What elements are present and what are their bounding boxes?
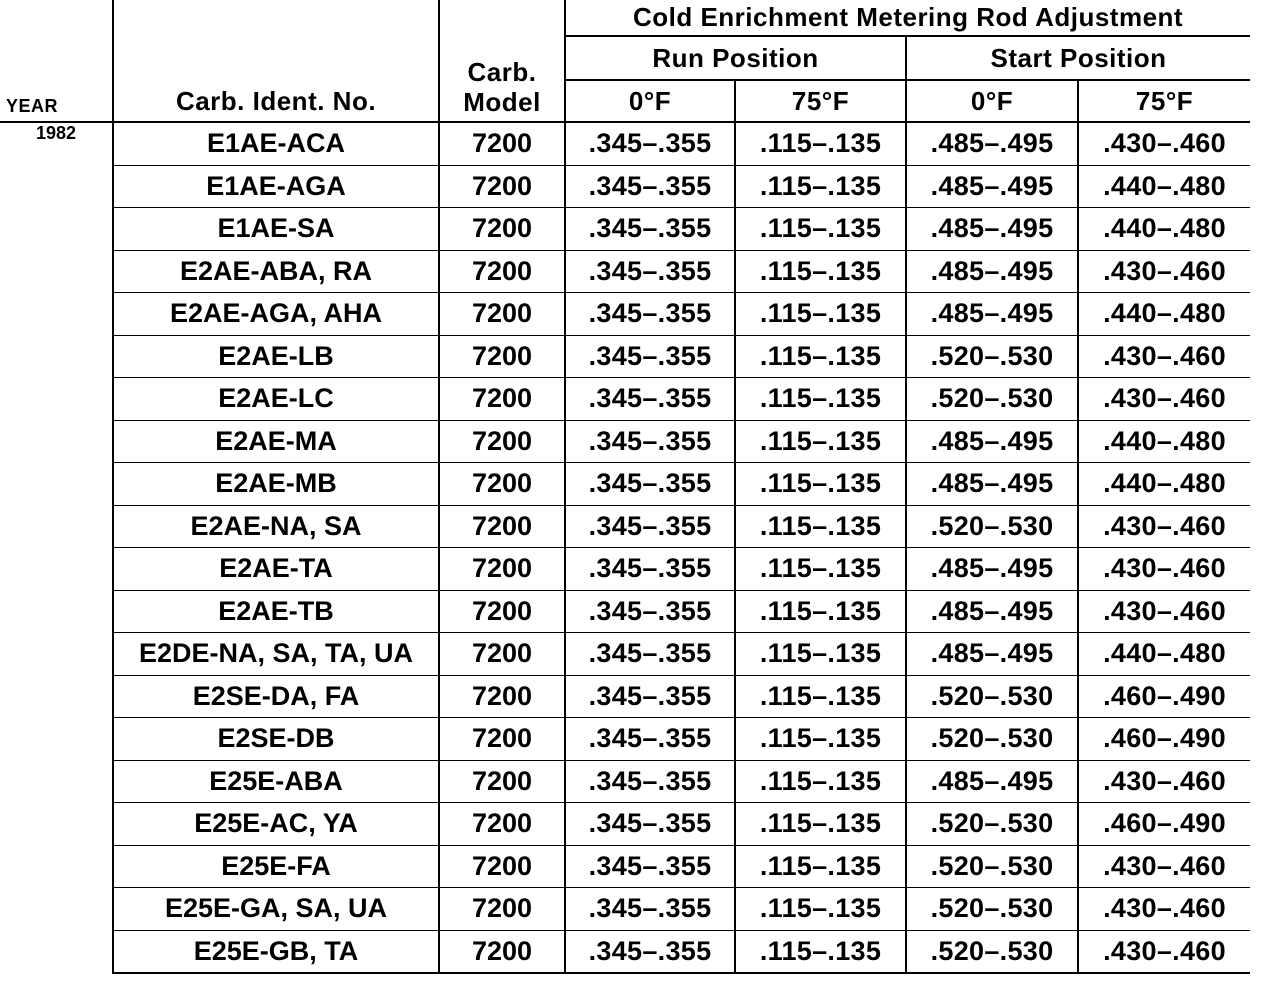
run-0f-cell: .345–.355 — [565, 208, 735, 251]
carb-model-header-line1: Carb. — [467, 57, 537, 87]
start-0f-cell: .485–.495 — [906, 208, 1078, 251]
run-0f-cell: .345–.355 — [565, 250, 735, 293]
run-75f-cell: .115–.135 — [735, 505, 906, 548]
table-row — [0, 590, 1250, 633]
start-75f-cell: .430–.460 — [1078, 760, 1250, 803]
start-0f-cell: .485–.495 — [906, 122, 1078, 165]
table-row — [0, 633, 1250, 676]
start-75f-cell: .440–.480 — [1078, 633, 1250, 676]
start-75f-cell: .430–.460 — [1078, 590, 1250, 633]
carb-ident-cell: E2AE-MB — [113, 463, 439, 506]
start-0f-cell: .485–.495 — [906, 420, 1078, 463]
carb-ident-cell: E2AE-AGA, AHA — [113, 293, 439, 336]
start-0f-cell: .520–.530 — [906, 845, 1078, 888]
run-0f-cell: .345–.355 — [565, 760, 735, 803]
run-75f-cell: .115–.135 — [735, 250, 906, 293]
start-0f-cell: .520–.530 — [906, 335, 1078, 378]
start-0f-cell: .520–.530 — [906, 930, 1078, 973]
table-row — [0, 845, 1250, 888]
table-row — [0, 505, 1250, 548]
run-75f-cell: .115–.135 — [735, 420, 906, 463]
run-75f-cell: .115–.135 — [735, 335, 906, 378]
carb-ident-cell: E25E-GB, TA — [113, 930, 439, 973]
start-75f-cell: .430–.460 — [1078, 930, 1250, 973]
run-0f-cell: .345–.355 — [565, 378, 735, 421]
carb-ident-cell: E2AE-LB — [113, 335, 439, 378]
start-75f-cell: .460–.490 — [1078, 803, 1250, 846]
start-position-header: Start Position — [906, 36, 1250, 80]
run-0f-cell: .345–.355 — [565, 803, 735, 846]
carb-ident-cell: E1AE-AGA — [113, 165, 439, 208]
table-row — [0, 165, 1250, 208]
table-row — [0, 675, 1250, 718]
table-row — [0, 760, 1250, 803]
start-75f-cell: .430–.460 — [1078, 250, 1250, 293]
run-0f-cell: .345–.355 — [565, 548, 735, 591]
run-0f-cell: .345–.355 — [565, 293, 735, 336]
start-75f-cell: .430–.460 — [1078, 888, 1250, 931]
carb-model-cell: 7200 — [439, 845, 565, 888]
run-75f-cell: .115–.135 — [735, 548, 906, 591]
table-row — [0, 122, 1250, 165]
run-0f-cell: .345–.355 — [565, 718, 735, 761]
run-75f-cell: .115–.135 — [735, 590, 906, 633]
run-75f-cell: .115–.135 — [735, 633, 906, 676]
carb-model-cell: 7200 — [439, 420, 565, 463]
table-row — [0, 378, 1250, 421]
carb-ident-cell: E2AE-TA — [113, 548, 439, 591]
start-75f-cell: .430–.460 — [1078, 845, 1250, 888]
carb-model-cell: 7200 — [439, 293, 565, 336]
table-row — [0, 208, 1250, 251]
start-75f-cell: .430–.460 — [1078, 378, 1250, 421]
carb-model-header-line2: Model — [463, 87, 541, 117]
carb-ident-cell: E2AE-TB — [113, 590, 439, 633]
run-0f-cell: .345–.355 — [565, 463, 735, 506]
start-0f-header: 0°F — [906, 80, 1078, 122]
start-75f-cell: .460–.490 — [1078, 675, 1250, 718]
start-0f-cell: .485–.495 — [906, 760, 1078, 803]
run-75f-cell: .115–.135 — [735, 718, 906, 761]
run-75f-cell: .115–.135 — [735, 888, 906, 931]
table-row — [0, 335, 1250, 378]
carb-ident-cell: E25E-ABA — [113, 760, 439, 803]
table-body — [0, 122, 1250, 973]
run-75f-cell: .115–.135 — [735, 165, 906, 208]
run-75f-cell: .115–.135 — [735, 122, 906, 165]
run-0f-cell: .345–.355 — [565, 420, 735, 463]
run-0f-cell: .345–.355 — [565, 505, 735, 548]
run-75f-cell: .115–.135 — [735, 378, 906, 421]
run-75f-cell: .115–.135 — [735, 803, 906, 846]
run-0f-cell: .345–.355 — [565, 675, 735, 718]
carb-model-cell: 7200 — [439, 208, 565, 251]
start-0f-cell: .520–.530 — [906, 378, 1078, 421]
carb-ident-cell: E2AE-ABA, RA — [113, 250, 439, 293]
start-75f-cell: .460–.490 — [1078, 718, 1250, 761]
carb-model-cell: 7200 — [439, 633, 565, 676]
carb-ident-cell: E2AE-NA, SA — [113, 505, 439, 548]
carb-model-cell: 7200 — [439, 122, 565, 165]
table-row — [0, 718, 1250, 761]
carb-model-cell: 7200 — [439, 548, 565, 591]
carb-ident-cell: E2AE-MA — [113, 420, 439, 463]
run-0f-cell: .345–.355 — [565, 930, 735, 973]
run-0f-header: 0°F — [565, 80, 735, 122]
start-0f-cell: .520–.530 — [906, 888, 1078, 931]
start-75f-cell: .440–.480 — [1078, 463, 1250, 506]
carb-model-cell: 7200 — [439, 590, 565, 633]
carb-model-header — [439, 0, 565, 122]
carb-ident-cell: E25E-AC, YA — [113, 803, 439, 846]
carb-model-cell: 7200 — [439, 888, 565, 931]
carb-ident-cell: E2SE-DB — [113, 718, 439, 761]
start-0f-cell: .520–.530 — [906, 718, 1078, 761]
start-0f-cell: .520–.530 — [906, 505, 1078, 548]
table-row — [0, 463, 1250, 506]
carb-model-cell: 7200 — [439, 718, 565, 761]
carb-ident-cell: E25E-GA, SA, UA — [113, 888, 439, 931]
carb-ident-cell: E2DE-NA, SA, TA, UA — [113, 633, 439, 676]
carb-model-cell: 7200 — [439, 505, 565, 548]
start-75f-cell: .430–.460 — [1078, 548, 1250, 591]
run-75f-cell: .115–.135 — [735, 675, 906, 718]
table-row — [0, 250, 1250, 293]
start-75f-cell: .440–.480 — [1078, 165, 1250, 208]
start-75f-cell: .430–.460 — [1078, 335, 1250, 378]
carb-ident-cell: E1AE-SA — [113, 208, 439, 251]
run-75f-cell: .115–.135 — [735, 760, 906, 803]
carb-model-cell: 7200 — [439, 335, 565, 378]
start-0f-cell: .485–.495 — [906, 590, 1078, 633]
start-0f-cell: .485–.495 — [906, 165, 1078, 208]
start-75f-cell: .440–.480 — [1078, 420, 1250, 463]
start-0f-cell: .485–.495 — [906, 463, 1078, 506]
run-75f-cell: .115–.135 — [735, 845, 906, 888]
start-75f-header: 75°F — [1078, 80, 1250, 122]
run-75f-cell: .115–.135 — [735, 930, 906, 973]
run-75f-cell: .115–.135 — [735, 208, 906, 251]
start-0f-cell: .520–.530 — [906, 803, 1078, 846]
carb-model-cell: 7200 — [439, 760, 565, 803]
carb-model-cell: 7200 — [439, 250, 565, 293]
start-0f-cell: .485–.495 — [906, 293, 1078, 336]
start-0f-cell: .485–.495 — [906, 250, 1078, 293]
group-header: Cold Enrichment Metering Rod Adjustment — [565, 0, 1250, 36]
table-row — [0, 548, 1250, 591]
run-position-header: Run Position — [565, 36, 906, 80]
year-cell: 1982 — [35, 123, 77, 143]
start-75f-cell: .440–.480 — [1078, 293, 1250, 336]
carb-model-cell: 7200 — [439, 165, 565, 208]
run-0f-cell: .345–.355 — [565, 888, 735, 931]
run-75f-cell: .115–.135 — [735, 463, 906, 506]
carb-model-cell: 7200 — [439, 930, 565, 973]
run-0f-cell: .345–.355 — [565, 845, 735, 888]
carb-model-cell: 7200 — [439, 803, 565, 846]
carb-ident-cell: E2SE-DA, FA — [113, 675, 439, 718]
carb-model-cell: 7200 — [439, 378, 565, 421]
run-0f-cell: .345–.355 — [565, 165, 735, 208]
run-75f-cell: .115–.135 — [735, 293, 906, 336]
carb-model-cell: 7200 — [439, 675, 565, 718]
run-75f-header: 75°F — [735, 80, 906, 122]
start-75f-cell: .430–.460 — [1078, 505, 1250, 548]
run-0f-cell: .345–.355 — [565, 122, 735, 165]
carb-ident-cell: E2AE-LC — [113, 378, 439, 421]
run-0f-cell: .345–.355 — [565, 335, 735, 378]
start-0f-cell: .485–.495 — [906, 548, 1078, 591]
table-row — [0, 888, 1250, 931]
table-row — [0, 930, 1250, 973]
year-header: YEAR — [0, 0, 113, 122]
table-row — [0, 293, 1250, 336]
start-0f-cell: .520–.530 — [906, 675, 1078, 718]
carb-ident-header: Carb. Ident. No. — [113, 0, 439, 122]
carb-ident-cell: E1AE-ACA — [113, 122, 439, 165]
run-0f-cell: .345–.355 — [565, 633, 735, 676]
table-row — [0, 803, 1250, 846]
start-75f-cell: .440–.480 — [1078, 208, 1250, 251]
carb-model-cell: 7200 — [439, 463, 565, 506]
table-row — [0, 420, 1250, 463]
start-0f-cell: .485–.495 — [906, 633, 1078, 676]
carb-ident-cell: E25E-FA — [113, 845, 439, 888]
start-75f-cell: .430–.460 — [1078, 122, 1250, 165]
run-0f-cell: .345–.355 — [565, 590, 735, 633]
